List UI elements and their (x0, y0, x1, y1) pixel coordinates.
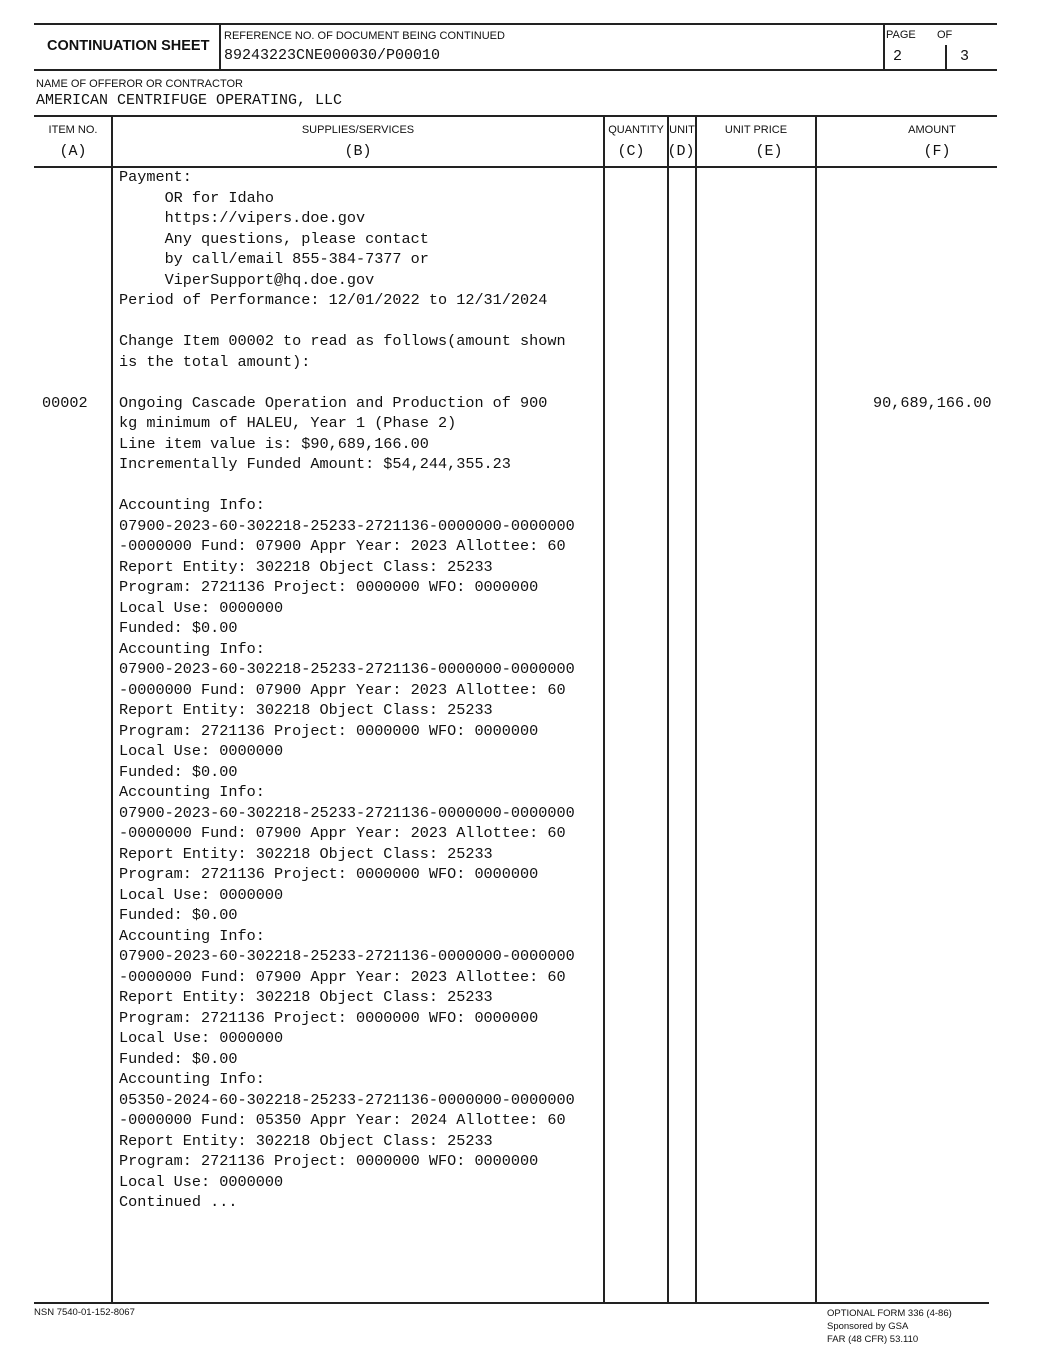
supplies-line: Program: 2721136 Project: 0000000 WFO: 0000000 (119, 721, 539, 740)
supplies-line: Accounting Info: (119, 926, 265, 945)
supplies-line: 07900-2023-60-302218-25233-2721136-0000000-0000000 (119, 516, 575, 535)
header-bottom-border (34, 69, 997, 71)
supplies-line: Program: 2721136 Project: 0000000 WFO: 0000000 (119, 1008, 539, 1027)
col-unit-label: UNIT (669, 124, 695, 136)
supplies-line: 07900-2023-60-302218-25233-2721136-0000000-0000000 (119, 803, 575, 822)
supplies-line: ViperSupport@hq.doe.gov (119, 270, 375, 289)
page-of-divider (945, 45, 947, 70)
supplies-line: Local Use: 0000000 (119, 742, 284, 760)
top-border (34, 23, 997, 25)
col-rule-e (815, 116, 817, 1302)
supplies-line: 07900-2023-60-302218-25233-2721136-0000000-0000000 (119, 947, 575, 965)
page-total: 3 (960, 48, 970, 65)
supplies-line (119, 311, 603, 332)
supplies-line: Local Use: 0000000 (119, 1029, 284, 1047)
supplies-line: kg minimum of HALEU, Year 1 (Phase 2) (119, 414, 457, 432)
supplies-line: Ongoing Cascade Operation and Production of 900 (119, 393, 548, 412)
supplies-line: -0000000 Fund: 07900 Appr Year: 2023 Allottee: 60 (119, 824, 566, 842)
supplies-line: Accounting Info: (119, 1070, 265, 1088)
supplies-line: Line item value is: $90,689,166.00 (119, 434, 429, 453)
col-quantity-code: (C) (617, 143, 645, 160)
col-unit-price-label: UNIT PRICE (724, 124, 788, 136)
supplies-line: Program: 2721136 Project: 0000000 WFO: 0000000 (119, 578, 539, 596)
item-number: 00002 (42, 394, 88, 412)
supplies-line: https://vipers.doe.gov (119, 209, 366, 227)
page-number: 2 (893, 48, 903, 65)
supplies-line: Continued ... (119, 1193, 238, 1211)
reference-value: 89243223CNE000030/P00010 (224, 47, 441, 64)
supplies-line: Incrementally Funded Amount: $54,244,355.23 (119, 455, 511, 473)
offeror-label: NAME OF OFFEROR OR CONTRACTOR (36, 78, 243, 90)
col-item-no-label: ITEM NO. (48, 124, 98, 136)
sheet-title: CONTINUATION SHEET (47, 38, 210, 54)
nsn-number: NSN 7540-01-152-8067 (34, 1307, 135, 1318)
supplies-services-text (119, 167, 603, 1213)
supplies-line: is the total amount): (119, 352, 311, 371)
col-supplies-code: (B) (344, 143, 372, 160)
supplies-line: Program: 2721136 Project: 0000000 WFO: 0000000 (119, 865, 539, 883)
col-rule-a (111, 116, 113, 1302)
supplies-line: Report Entity: 302218 Object Class: 25233 (119, 557, 493, 576)
page-label: PAGE (886, 29, 916, 41)
supplies-line: -0000000 Fund: 07900 Appr Year: 2023 Allottee: 60 (119, 537, 566, 555)
form-sponsor: Sponsored by GSA (827, 1321, 909, 1332)
supplies-line: Program: 2721136 Project: 0000000 WFO: 0000000 (119, 1152, 539, 1170)
offeror-name: AMERICAN CENTRIFUGE OPERATING, LLC (36, 92, 343, 109)
supplies-line: Funded: $0.00 (119, 906, 238, 924)
supplies-line: 07900-2023-60-302218-25233-2721136-0000000-0000000 (119, 660, 575, 678)
form-far: FAR (48 CFR) 53.110 (827, 1334, 919, 1345)
item-amount: 90,689,166.00 (873, 394, 992, 412)
supplies-line: Report Entity: 302218 Object Class: 25233 (119, 844, 493, 863)
supplies-line (119, 372, 603, 393)
supplies-line: Report Entity: 302218 Object Class: 25233 (119, 1131, 493, 1150)
supplies-line: Funded: $0.00 (119, 762, 238, 781)
col-rule-c (667, 116, 669, 1302)
supplies-line: Funded: $0.00 (119, 619, 238, 637)
supplies-line: Accounting Info: (119, 639, 265, 658)
supplies-line: Report Entity: 302218 Object Class: 25233 (119, 701, 493, 719)
supplies-line (119, 475, 603, 496)
col-quantity-label: QUANTITY (608, 124, 664, 136)
reference-label: REFERENCE NO. OF DOCUMENT BEING CONTINUED (224, 30, 505, 42)
col-supplies-label: SUPPLIES/SERVICES (301, 124, 415, 136)
supplies-line: -0000000 Fund: 05350 Appr Year: 2024 Allottee: 60 (119, 1111, 566, 1129)
col-item-no-code: (A) (59, 143, 87, 160)
header-divider (219, 23, 221, 70)
supplies-line: Local Use: 0000000 (119, 598, 284, 617)
body-bottom-border (34, 1302, 989, 1304)
supplies-line: by call/email 855-384-7377 or (119, 250, 429, 268)
col-unit-price-code: (E) (755, 143, 783, 160)
offeror-bottom-border (34, 115, 997, 117)
col-rule-b (603, 116, 605, 1302)
supplies-line: Report Entity: 302218 Object Class: 25233 (119, 988, 493, 1006)
supplies-line: 05350-2024-60-302218-25233-2721136-0000000-0000000 (119, 1090, 575, 1109)
supplies-line: Funded: $0.00 (119, 1049, 238, 1068)
supplies-line: Local Use: 0000000 (119, 1172, 284, 1191)
supplies-line: Period of Performance: 12/01/2022 to 12/31/2024 (119, 291, 548, 309)
supplies-line: Accounting Info: (119, 496, 265, 514)
col-unit-code: (D) (667, 143, 695, 160)
supplies-line: -0000000 Fund: 07900 Appr Year: 2023 Allottee: 60 (119, 967, 566, 986)
supplies-line: -0000000 Fund: 07900 Appr Year: 2023 Allottee: 60 (119, 680, 566, 699)
of-label: OF (937, 29, 953, 41)
supplies-line: OR for Idaho (119, 188, 274, 207)
col-amount-code: (F) (923, 143, 951, 160)
col-rule-d (695, 116, 697, 1302)
col-amount-label: AMOUNT (908, 124, 956, 136)
supplies-line: Any questions, please contact (119, 229, 429, 248)
supplies-line: Local Use: 0000000 (119, 885, 284, 904)
form-name: OPTIONAL FORM 336 (4-86) (827, 1308, 952, 1319)
page-box-left (883, 23, 885, 70)
supplies-line: Change Item 00002 to read as follows(amount shown (119, 332, 566, 350)
supplies-line: Payment: (119, 168, 192, 186)
supplies-line: Accounting Info: (119, 783, 265, 801)
